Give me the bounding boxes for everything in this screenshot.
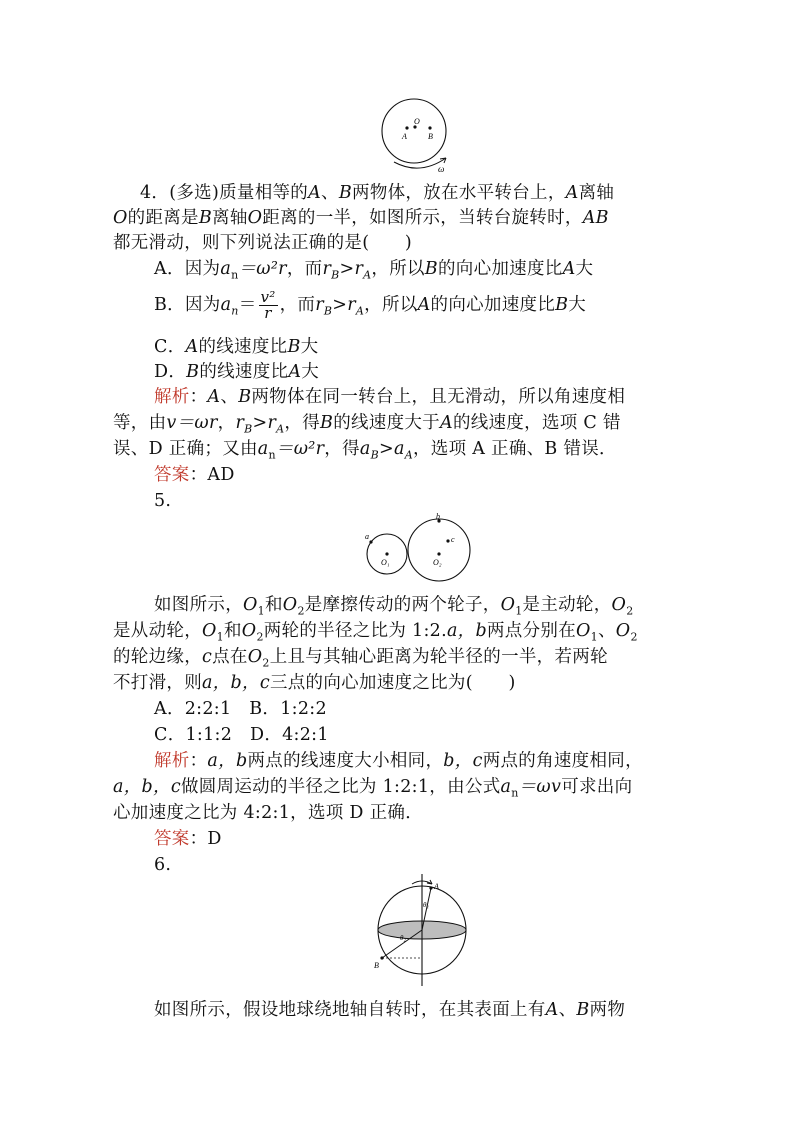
label-b: B <box>374 961 379 970</box>
q5-line-4: 不打滑，则a，b，c三点的向心加速度之比为( ) <box>113 673 516 693</box>
point-a-dot <box>405 126 408 129</box>
q4-option-a: A．因为$a_n=\omega^2r$，而$r_B>r_A$，所以B的向心加速度比A大 <box>154 259 594 282</box>
q4-option-d: D．B的线速度比A大 <box>154 362 320 382</box>
point-a-dot <box>369 540 372 543</box>
label-o1: O₁ <box>381 558 390 567</box>
friction-wheels-figure <box>362 512 474 588</box>
analysis-label: 解析 <box>154 387 190 407</box>
q4-analysis-line-3: 误、D 正确；又由$a_n=\omega^2r$，得$a_B>a_A$，选项 A 正确、B 错误． <box>113 439 617 462</box>
label-theta1: θ₁ <box>423 901 429 909</box>
q6-line-1: 如图所示，假设地球绕地轴自转时，在其表面上有A、B两物 <box>154 1000 626 1020</box>
q4-option-c: C．A的线速度比B大 <box>154 337 319 357</box>
q5-number: 5. <box>154 491 172 511</box>
point-o2-dot <box>437 552 440 555</box>
q5-options-ab: A．2:2:1 B．1:2:2 <box>154 699 327 719</box>
point-b-dot <box>428 126 431 129</box>
q4-line-1: 4．(多选)质量相等的A、B两物体，放在水平转台上，A离轴 <box>140 183 615 203</box>
analysis-label: 解析 <box>154 751 190 771</box>
answer-label: 答案 <box>154 465 190 485</box>
q5-analysis-line-2: a，b，c做圆周运动的半径之比为 1:2:1，由公式$a_n=\omega v$可求出向 <box>113 777 633 800</box>
q5-analysis-line-1: 解析：a，b两点的线速度大小相同，b，c两点的角速度相同， <box>154 751 643 771</box>
answer-label: 答案 <box>154 829 190 849</box>
label-c: c <box>451 535 455 544</box>
q4-analysis-line-1: 解析：A、B两物体在同一转台上，且无滑动，所以角速度相 <box>154 387 626 407</box>
point-o1-dot <box>385 552 388 555</box>
label-b: b <box>436 512 440 521</box>
q5-options-cd: C．1:1:2 D．4:2:1 <box>154 725 329 745</box>
earth-figure <box>368 872 472 988</box>
wheel-o2 <box>408 519 470 581</box>
q4-option-b: B．因为$a_n=$ $\frac{\text{v²}}{r}$ ，而$r_B>r_A$，所以A的向心加速度比B大 <box>154 288 587 322</box>
q5-line-3: 的轮边缘，c点在$O_2$上且与其轴心距离为轮半径的一半，若两轮 <box>113 647 608 670</box>
label-a: a <box>365 532 369 541</box>
q4-answer: 答案：AD <box>154 465 235 485</box>
q5-line-2: 是从动轮，$O_1$和$O_2$两轮的半径之比为 1:2.a，b两点分别在$O_1$、$O_2$ <box>113 621 638 644</box>
q4-line-3: 都无滑动，则下列说法正确的是( ) <box>113 233 413 253</box>
point-a-dot <box>429 886 432 889</box>
point-b-dot <box>380 956 383 959</box>
q5-answer: 答案：D <box>154 829 222 849</box>
q4-analysis-line-2: 等，由v＝ωr，$r_B>r_A$，得B的线速度大于A的线速度，选项 C 错 <box>113 413 621 436</box>
q4-line-2: O的距离是B离轴O距离的一半，如图所示，当转台旋转时，AB <box>113 208 609 228</box>
label-theta2: θ₂ <box>400 934 406 942</box>
label-a: A <box>434 882 439 891</box>
q5-line-1: 如图所示，$O_1$和$O_2$是摩擦传动的两个轮子，$O_1$是主动轮，$O_2$ <box>154 595 634 618</box>
label-a: A <box>402 132 407 141</box>
fraction-v2-over-r: $\frac{\text{v²}}{r}$ <box>260 288 276 322</box>
q6-number: 6. <box>154 855 172 875</box>
turntable-circle <box>382 99 446 163</box>
label-omega: ω <box>438 164 445 174</box>
label-b: B <box>428 132 433 141</box>
label-o2: O₂ <box>433 558 442 567</box>
label-o: O <box>414 117 420 126</box>
point-c-dot <box>446 539 449 542</box>
q5-analysis-line-3: 心加速度之比为 4:2:1，选项 D 正确． <box>113 803 424 823</box>
turntable-figure <box>380 96 452 176</box>
